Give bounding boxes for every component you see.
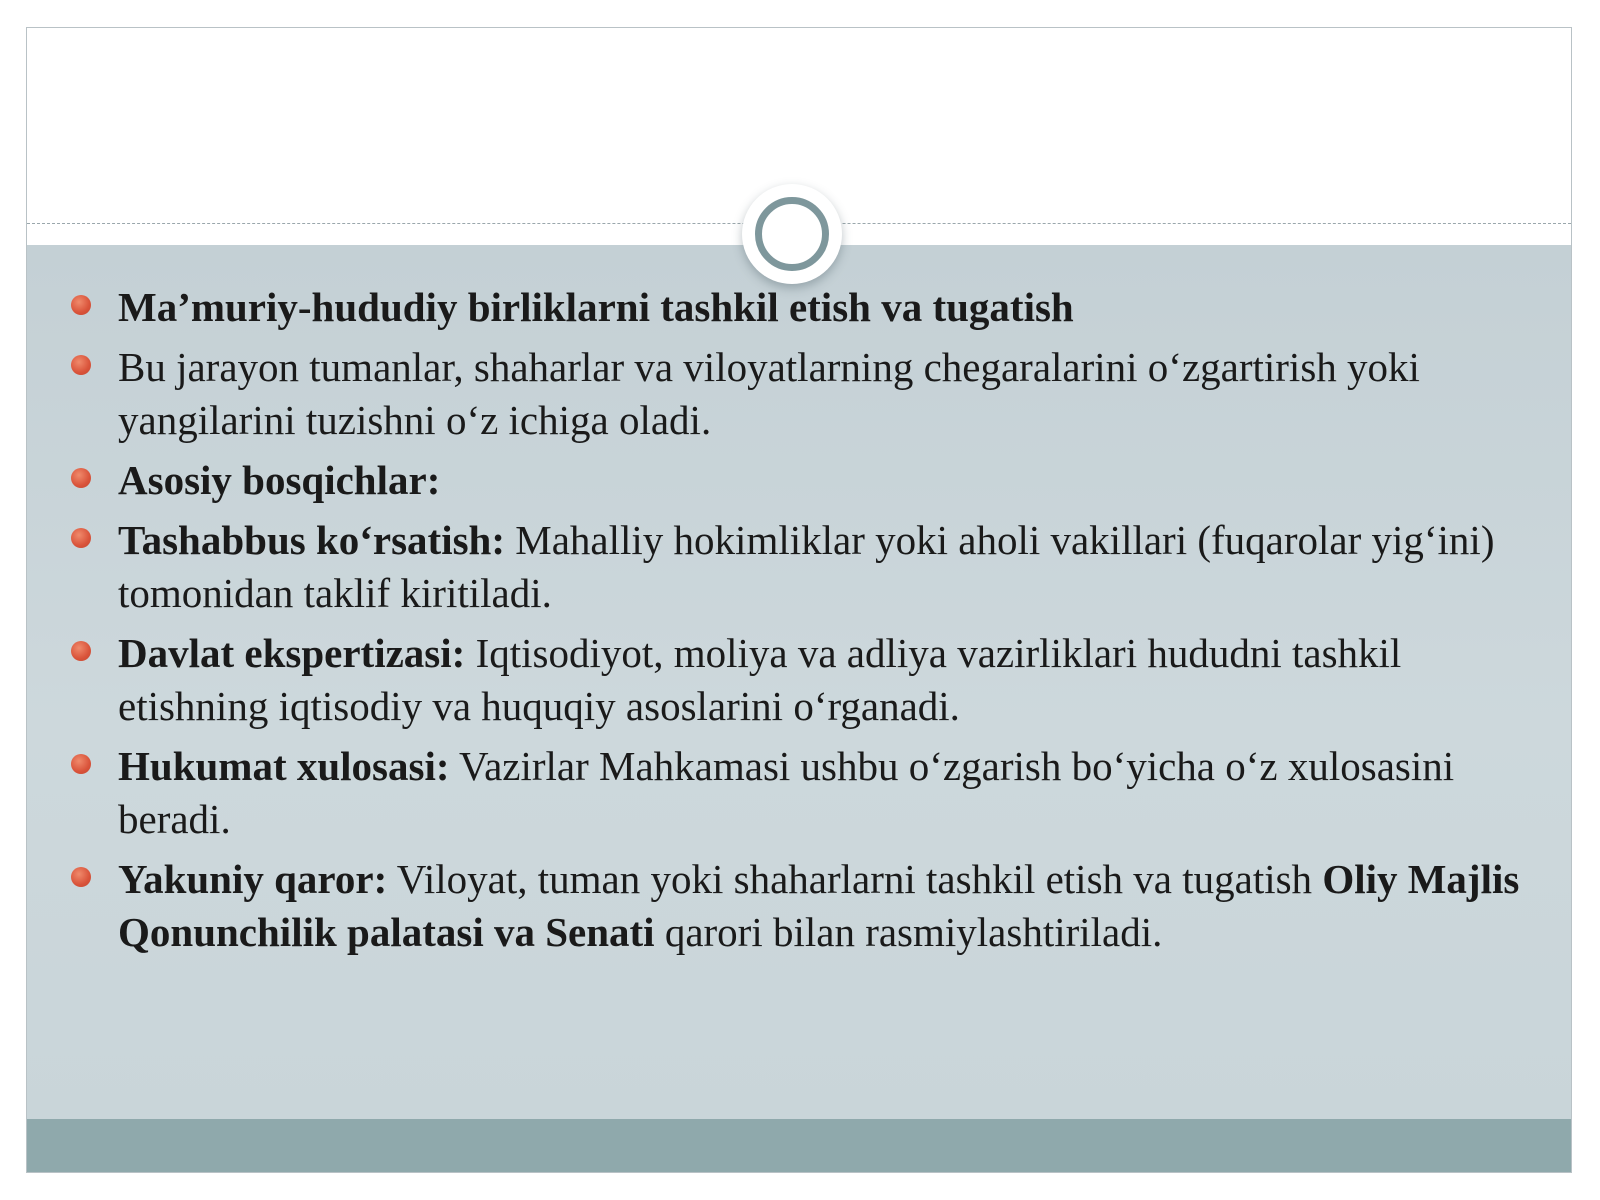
bullet-item [27, 281, 1571, 334]
slide [26, 27, 1572, 1173]
bullet-dot-icon [71, 641, 91, 661]
bullet-text: Bu jarayon tumanlar, shaharlar va viloyatlarning chegaralarini o‘zgartirish yoki yangilarini tuzishni o‘z ichiga oladi. [118, 344, 1420, 443]
bullet-term: Yakuniy qaror: [118, 856, 388, 902]
bullet-dot-icon [71, 754, 91, 774]
bullet-dot-icon [71, 528, 91, 548]
bullet-item [27, 454, 1571, 507]
decorative-ring-icon [755, 197, 829, 271]
bullet-list [27, 281, 1571, 966]
bullet-item [27, 740, 1571, 846]
bullet-dot-icon [71, 468, 91, 488]
bullet-text: Vazirlar Mahkamasi ushbu o‘zgarish bo‘yicha o‘z xulosasini beradi. [118, 743, 1455, 842]
footer-band [27, 1119, 1571, 1173]
bullet-heading: Asosiy bosqichlar: [118, 457, 441, 503]
bullet-heading: Ma’muriy-hududiy birliklarni tashkil etish va tugatish [118, 284, 1074, 330]
bullet-term: Tashabbus ko‘rsatish: [118, 517, 506, 563]
bullet-dot-icon [71, 355, 91, 375]
bullet-term: Hukumat xulosasi: [118, 743, 450, 789]
bullet-item [27, 627, 1571, 733]
bullet-item [27, 853, 1571, 959]
bullet-term: Davlat ekspertizasi: [118, 630, 466, 676]
bullet-dot-icon [71, 867, 91, 887]
bullet-dot-icon [71, 295, 91, 315]
bullet-text: Iqtisodiyot, moliya va adliya vazirliklari hududni tashkil etishning iqtisodiy va huquqiy asoslarini o‘rganadi. [118, 630, 1402, 729]
bullet-item [27, 341, 1571, 447]
bullet-text: Viloyat, tuman yoki shaharlarni tashkil etish va tugatish [387, 856, 1323, 902]
bullet-text-end: qarori bilan rasmiylashtiriladi. [654, 909, 1163, 955]
bullet-text: Mahalliy hokimliklar yoki aholi vakillari (fuqarolar yig‘ini) tomonidan taklif kiritiladi. [118, 517, 1495, 616]
bullet-emphasis: Oliy Majlis Qonunchilik palatasi va Senati [118, 856, 1520, 955]
bullet-item [27, 514, 1571, 620]
